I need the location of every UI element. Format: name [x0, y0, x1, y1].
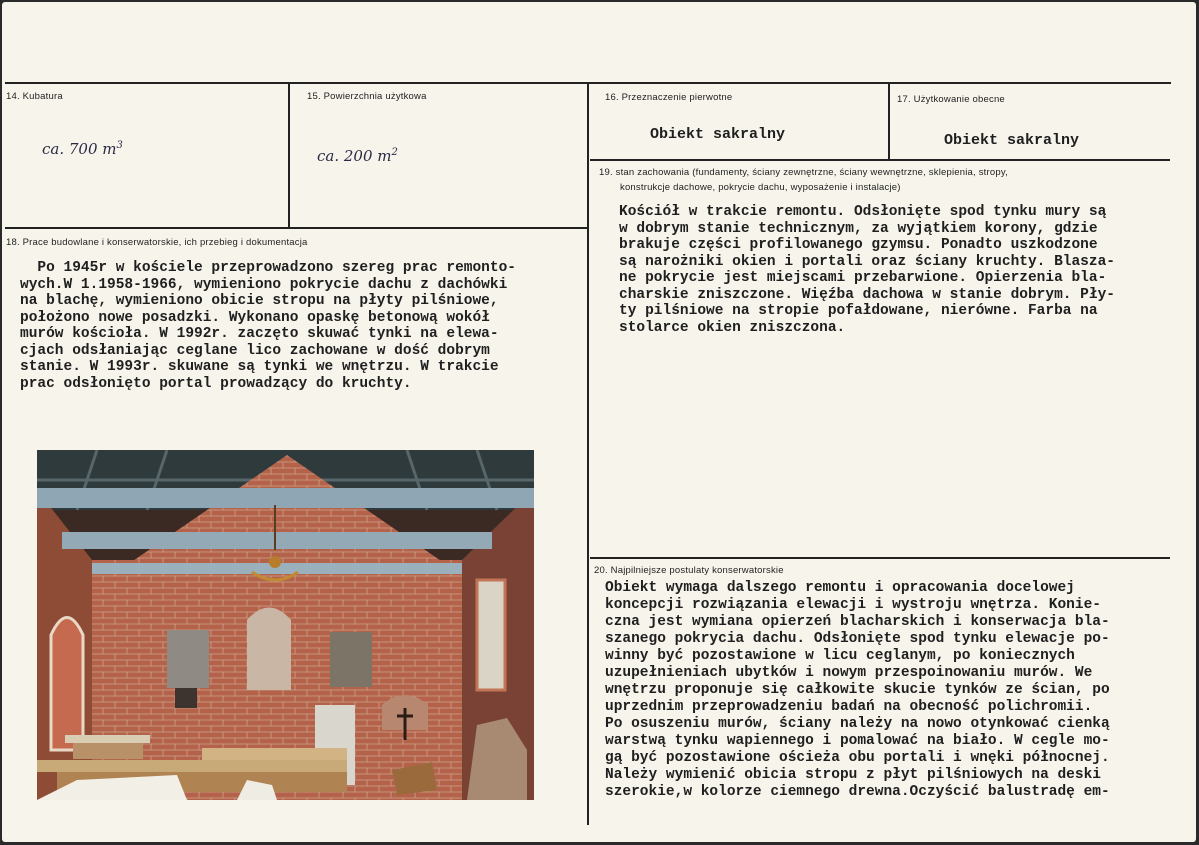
field-17-label: 17. Użytkowanie obecne	[897, 94, 1005, 105]
field-19-text	[619, 204, 1115, 336]
field-20-text-line: Po osuszeniu murów, ściany należy na nowo otynkować cienką	[605, 716, 1110, 732]
field-15-label: 15. Powierzchnia użytkowa	[307, 91, 427, 102]
field-18-text-line: Po 1945r w kościele przeprowadzono szereg prac remonto-	[20, 260, 516, 276]
field-19-label-line1: 19. stan zachowania (fundamenty, ściany zewnętrzne, ściany wewnętrzne, sklepienia, stropy,	[599, 167, 1008, 178]
field-18-text-line: cjach odsłaniając ceglane lico zachowane w dość dobrym	[20, 342, 490, 359]
field-19-text-line: Kościół w trakcie remontu. Odsłonięte spod tynku mury są	[619, 204, 1107, 220]
field-19-text-line: są narożniki okien i portali oraz ściany kruchty. Blasza-	[619, 253, 1115, 270]
field-18-text	[20, 260, 516, 392]
field-18-text-line: murów kościoła. W 1992r. zaczęto skuwać tynki na elewa-	[20, 326, 499, 342]
field-17-value: Obiekt sakralny	[944, 132, 1080, 149]
field-18-text-line: położono nowe posadzki. Wykonano opaskę betonową wokół	[20, 309, 490, 326]
field-20-text	[605, 580, 1110, 801]
field-20-label: 20. Najpilniejsze postulaty konserwatorskie	[594, 565, 784, 576]
field-20-text-line: Obiekt wymaga dalszego remontu i opracowania docelowej	[605, 580, 1075, 596]
field-16-label: 16. Przeznaczenie pierwotne	[605, 92, 733, 103]
field-19-label-line2: konstrukcje dachowe, pokrycie dachu, wyposażenie i instalacje)	[620, 182, 901, 193]
field-20-text-line: szerokie,w kolorze ciemnego drewna.Oczyścić balustradę em-	[605, 784, 1110, 800]
field-20-text-line: czna jest wymiana opierzeń blacharskich i konserwacja bla-	[605, 614, 1110, 630]
field-19-text-line: charskie zniszczone. Więźba dachowa w stanie dobrym. Pły-	[619, 286, 1115, 303]
row1-left-rule	[5, 227, 588, 229]
church-interior-illustration	[37, 450, 534, 800]
field-20-text-line: uprzednim przeprowadzeniu badań na obecność polichromii.	[605, 699, 1093, 715]
field-20-text-line: gą być pozostawione ościeża obu portali i wnęki północnej.	[605, 750, 1110, 766]
field-18-text-line: stanie. W 1993r. skuwane są tynki we wnętrzu. W trakcie	[20, 359, 499, 375]
field-20-text-line: uzupełnieniach ubytków i nowym przespoinowaniu murów. We	[605, 665, 1093, 681]
field-16-value: Obiekt sakralny	[650, 126, 786, 143]
row2-right-rule	[590, 557, 1170, 559]
field-19-text-line: brakuje części profilowanego gzymsu. Ponadto uszkodzone	[619, 237, 1098, 253]
field-19-text-line: ne pokrycie jest miejscami przebarwione. Opierzenia bla-	[619, 270, 1107, 286]
field-19-text-line: stolarce okien zniszczona.	[619, 319, 846, 336]
field-20-text-line: winny być pozostawione w licu ceglanym, po koniecznych	[605, 648, 1075, 664]
field-19-text-line: ty pilśniowe na stropie pofałdowane, nierówne. Farba na	[619, 303, 1098, 319]
field-19-text-line: w dobrym stanie technicznym, za wyjątkiem korony, gdzie	[619, 220, 1098, 237]
church-interior-photo	[37, 450, 534, 800]
field-20-text-line: Należy wymienić obicia stropu z płyt pilśniowych na deski	[605, 767, 1101, 783]
field-14-value: ca. 700 $m^3$	[42, 140, 123, 158]
divider-14-15	[288, 82, 290, 228]
field-20-text-line: warstwą tynku wapiennego i pomalować na biało. W cegle mo-	[605, 733, 1110, 749]
field-18-text-line: na blachę, wymieniono obicie stropu na płyty pilśniowe,	[20, 293, 499, 309]
main-divider	[587, 82, 589, 825]
inventory-card	[2, 2, 1196, 842]
divider-16-17	[888, 82, 890, 159]
row1-right-rule	[590, 159, 1170, 161]
field-15-value: ca. 200 $m^2$	[317, 147, 398, 165]
field-20-text-line: wnętrzu proponuje się całkowite skucie tynków ze ścian, po	[605, 682, 1110, 698]
field-18-text-line: wych.W 1.1958-1966, wymieniono pokrycie dachu z dachówki	[20, 276, 508, 293]
field-14-label: 14. Kubatura	[6, 91, 63, 102]
field-18-label: 18. Prace budowlane i konserwatorskie, ich przebieg i dokumentacja	[6, 237, 308, 248]
field-20-text-line: szanego pokrycia dachu. Odsłonięte spod tynku elewacje po-	[605, 631, 1110, 647]
field-18-text-line: prac odsłonięto portal prowadzący do kruchty.	[20, 375, 412, 392]
field-20-text-line: koncepcji rozwiązania elewacji i wystroju wnętrza. Konie-	[605, 597, 1101, 613]
